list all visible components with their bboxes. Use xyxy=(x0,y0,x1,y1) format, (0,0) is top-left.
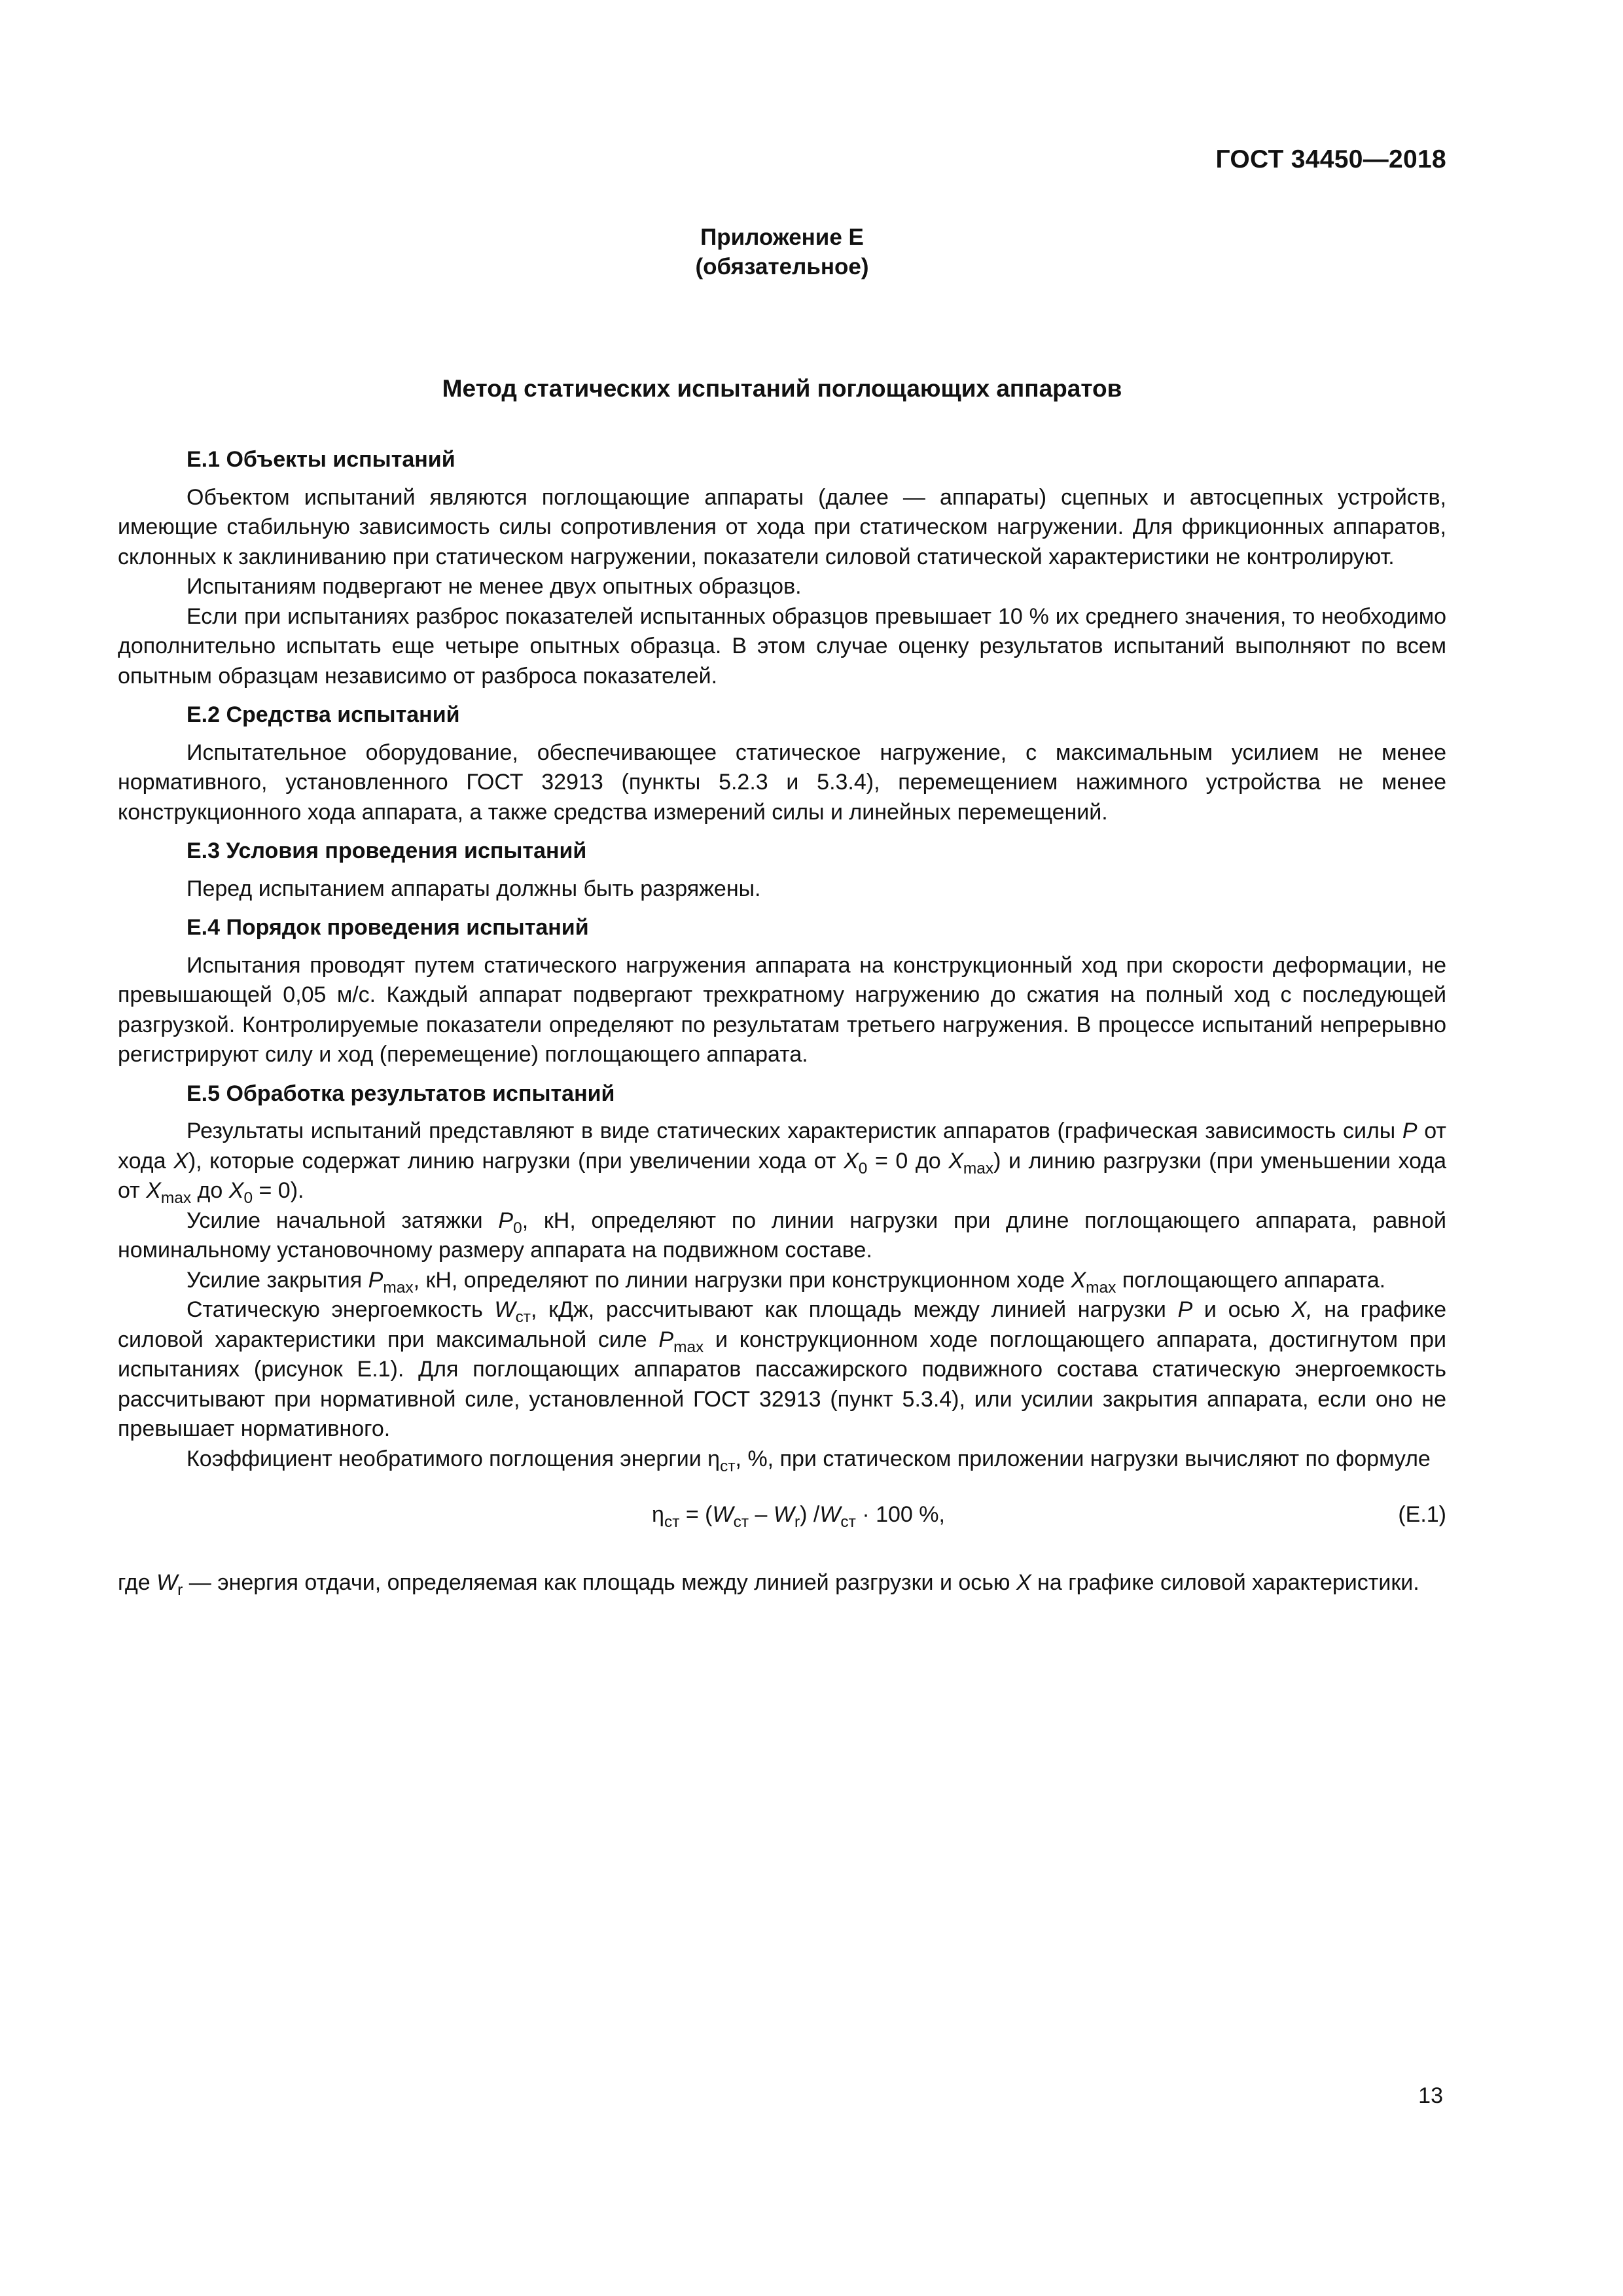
paragraph: Усилие закрытия $P_{max}$, кН, определяют по линии нагрузки при конструкционном ходе $X_{max}$ поглощающего аппарата. xyxy=(187,1267,1386,1297)
paragraph: Объектом испытаний являются поглощающие аппараты (далее — аппараты) сцепных и автосцепных устройств, имеющие стабильную зависимость силы сопротивления от хода при статическом нагружении. Для фрикционных аппаратов, склонных к заклиниванию при статическом нагружении, показатели силовой статической характеристики не контролируют. xyxy=(118,484,1446,569)
paragraph: Статическую энергоемкость $W_{ст}$, кДж, рассчитывают как площадь между линией нагрузки P и осью X, на графике силовой характеристики при максимальной силе $P_{max}$ и конструкционном ходе поглощающего аппарата, достигнутом при испытаниях (рисунок Е.1). Для поглощающих аппаратов пассажирского подвижного состава статическую энергоемкость рассчитывают при нормативной силе, установленной ГОСТ 32913 (пункт 5.3.4), или усилии закрытия аппарата, если оно не превышает нормативного. xyxy=(118,1297,1446,1441)
paragraph: Если при испытаниях разброс показателей испытанных образцов превышает 10 % их среднего значения, то необходимо дополнительно испытать еще четыре опытных образца. В этом случае оценку результатов испытаний выполняют по всем опытным образцам независимо от разброса показателей. xyxy=(118,603,1446,689)
paragraph: Испытательное оборудование, обеспечивающее статическое нагружение, с максимальным усилием не менее нормативного, установленного ГОСТ 32913 (пункты 5.2.3 и 5.3.4), перемещением нажимного устройства не менее конструкционного хода аппарата, а также средства измерений силы и линейных перемещений. xyxy=(118,740,1446,825)
annex-status: (обязательное) xyxy=(695,254,869,279)
annex-body xyxy=(118,445,1446,1598)
section-heading-e3: Е.3 Условия проведения испытаний xyxy=(187,838,587,863)
standard-number: ГОСТ 34450—2018 xyxy=(1215,145,1446,173)
section-heading-e4: Е.4 Порядок проведения испытаний xyxy=(187,915,589,940)
section-heading-e5: Е.5 Обработка результатов испытаний xyxy=(187,1081,615,1106)
page-number: 13 xyxy=(1418,2083,1443,2108)
annex-title: Метод статических испытаний поглощающих аппаратов xyxy=(442,375,1122,402)
paragraph: Испытания проводят путем статического нагружения аппарата на конструкционный ход при скорости деформации, не превышающей 0,05 м/с. Каждый аппарат подвергают трехкратному нагружению до сжатия на полный ход с последующей разгрузкой. Контролируемые показатели определяют по результатам третьего нагружения. В процессе испытаний непрерывно регистрируют силу и ход (перемещение) поглощающего аппарата. xyxy=(118,952,1446,1067)
annex-label: Приложение Е xyxy=(700,224,864,250)
paragraph: Перед испытанием аппараты должны быть разряжены. xyxy=(187,876,761,901)
paragraph: Результаты испытаний представляют в виде статических характеристик аппаратов (графическая зависимость силы P от хода X), которые содержат линию нагрузки (при увеличении хода от $X_0 = 0$ до $X_{max}$) и линию разгрузки (при уменьшении хода от $X_{max}$ до $X_0 = 0$). xyxy=(118,1119,1446,1207)
formula: $\eta_{ст} = (W_{ст} - W_r) /W_{ст} \cdot 100$ %, xyxy=(652,1502,945,1531)
formula-number: (Е.1) xyxy=(1398,1502,1446,1527)
section-heading-e1: Е.1 Объекты испытаний xyxy=(187,447,455,472)
formula-explanation: где $W_r$ — энергия отдачи, определяемая как площадь между линией разгрузки и осью X на графике силовой характеристики. xyxy=(118,1570,1419,1599)
paragraph: Испытаниям подвергают не менее двух опытных образцов. xyxy=(187,574,802,599)
formula-block xyxy=(118,1500,1446,1539)
paragraph: Коэффициент необратимого поглощения энергии $\eta_{ст}$, %, при статическом приложении нагрузки вычисляют по формуле xyxy=(187,1446,1431,1475)
section-heading-e2: Е.2 Средства испытаний xyxy=(187,702,460,727)
paragraph: Усилие начальной затяжки $P_0$, кН, определяют по линии нагрузки при длине поглощающего аппарата, равной номинальному установочному размеру аппарата на подвижном составе. xyxy=(118,1208,1446,1263)
